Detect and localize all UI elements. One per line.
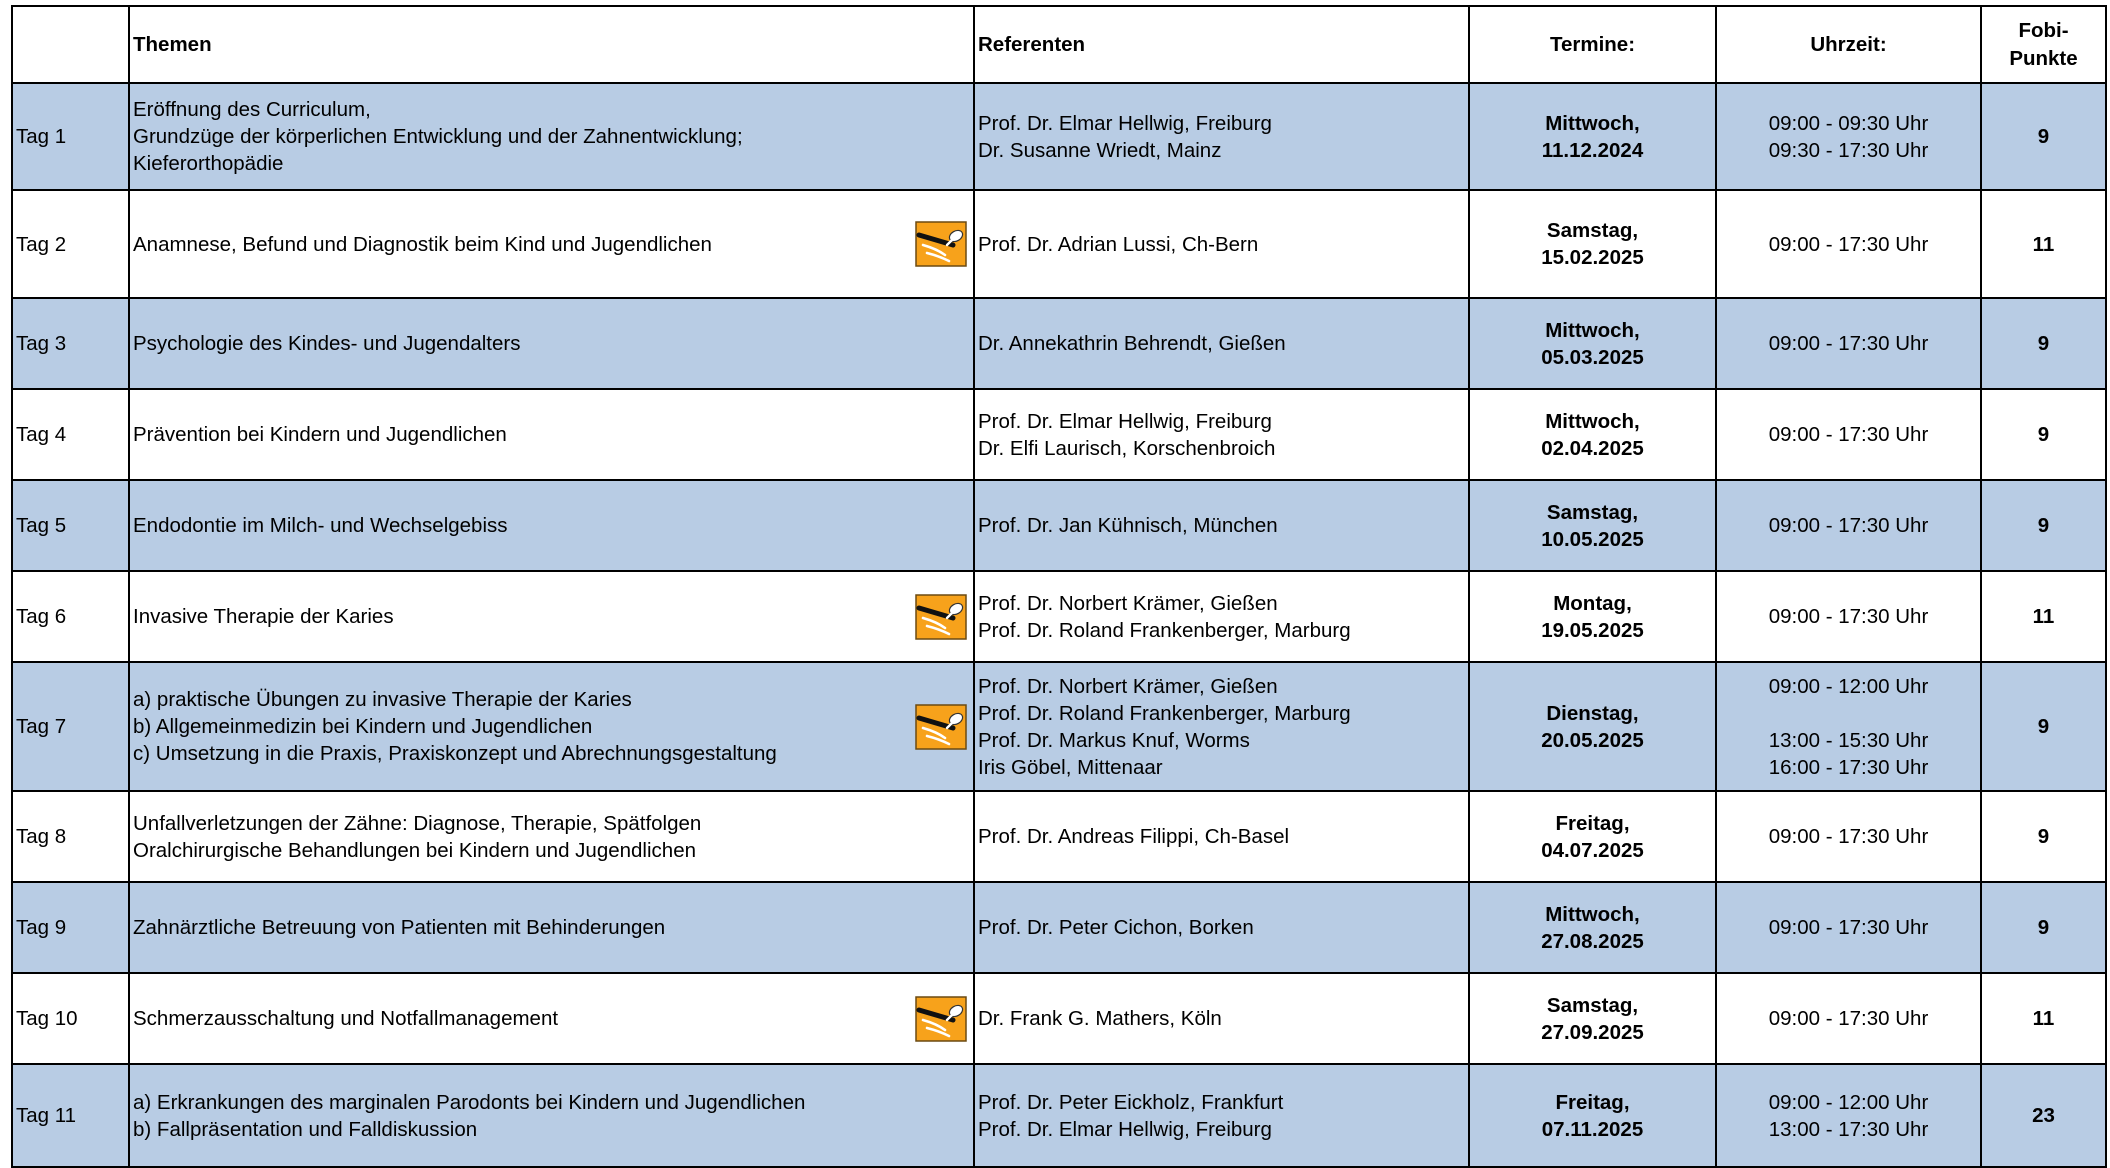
schedule-row <box>12 190 2106 298</box>
schedule-row <box>12 83 2106 190</box>
header-time: Uhrzeit: <box>1716 6 1981 83</box>
day-cell: Tag 4 <box>12 389 129 480</box>
points-cell: 9 <box>1981 298 2106 389</box>
speakers-cell: Prof. Dr. Norbert Krämer, Gießen Prof. Dr. Roland Frankenberger, Marburg Prof. Dr. Markus Knuf, Worms Iris Göbel, Mittenaar <box>974 662 1469 791</box>
schedule-row <box>12 662 2106 791</box>
curriculum-schedule-table <box>11 5 2107 1168</box>
speakers-cell: Prof. Dr. Jan Kühnisch, München <box>974 480 1469 571</box>
day-cell: Tag 9 <box>12 882 129 973</box>
speakers-cell: Prof. Dr. Elmar Hellwig, Freiburg Dr. Susanne Wriedt, Mainz <box>974 83 1469 190</box>
date-cell: Dienstag, 20.05.2025 <box>1469 662 1716 791</box>
schedule-row <box>12 791 2106 882</box>
topic-text: a) Erkrankungen des marginalen Parodonts bei Kindern und Jugendlichen b) Fallpräsentation und Falldiskussion <box>133 1090 806 1141</box>
speakers-cell: Prof. Dr. Peter Eickholz, Frankfurt Prof. Dr. Elmar Hellwig, Freiburg <box>974 1064 1469 1167</box>
schedule-row <box>12 389 2106 480</box>
date-cell: Freitag, 07.11.2025 <box>1469 1064 1716 1167</box>
topic-text: Anamnese, Befund und Diagnostik beim Kind und Jugendlichen <box>133 232 712 256</box>
schedule-row <box>12 480 2106 571</box>
speakers-cell: Prof. Dr. Adrian Lussi, Ch-Bern <box>974 190 1469 298</box>
speakers-cell: Dr. Annekathrin Behrendt, Gießen <box>974 298 1469 389</box>
time-cell: 09:00 - 17:30 Uhr <box>1716 298 1981 389</box>
header-topics: Themen <box>129 6 974 83</box>
header-row <box>12 6 2106 83</box>
schedule-row <box>12 571 2106 662</box>
schedule-row <box>12 973 2106 1064</box>
time-cell: 09:00 - 17:30 Uhr <box>1716 791 1981 882</box>
hands-on-workshop-icon <box>915 996 967 1042</box>
topic-text: Schmerzausschaltung und Notfallmanagement <box>133 1007 559 1030</box>
schedule-row <box>12 882 2106 973</box>
date-cell: Mittwoch, 05.03.2025 <box>1469 298 1716 389</box>
header-speakers: Referenten <box>974 6 1469 83</box>
hands-on-workshop-icon <box>915 704 967 750</box>
day-cell: Tag 8 <box>12 791 129 882</box>
topic-text: Prävention bei Kindern und Jugendlichen <box>133 423 507 446</box>
points-cell: 9 <box>1981 662 2106 791</box>
topic-cell <box>129 791 974 882</box>
topic-text: Eröffnung des Curriculum, Grundzüge der körperlichen Entwicklung und der Zahnentwicklung; Kieferorthopädie <box>133 98 743 175</box>
header-day-column <box>12 6 129 83</box>
speakers-cell: Dr. Frank G. Mathers, Köln <box>974 973 1469 1064</box>
topic-text: Psychologie des Kindes- und Jugendalters <box>133 332 521 355</box>
date-cell: Mittwoch, 27.08.2025 <box>1469 882 1716 973</box>
points-cell: 9 <box>1981 882 2106 973</box>
points-cell: 9 <box>1981 389 2106 480</box>
time-cell: 09:00 - 17:30 Uhr <box>1716 389 1981 480</box>
topic-cell <box>129 973 974 1064</box>
time-cell: 09:00 - 12:00 Uhr 13:00 - 17:30 Uhr <box>1716 1064 1981 1167</box>
day-cell: Tag 7 <box>12 662 129 791</box>
points-cell: 9 <box>1981 480 2106 571</box>
speakers-cell: Prof. Dr. Elmar Hellwig, Freiburg Dr. Elfi Laurisch, Korschenbroich <box>974 389 1469 480</box>
time-cell: 09:00 - 09:30 Uhr 09:30 - 17:30 Uhr <box>1716 83 1981 190</box>
topic-text: Unfallverletzungen der Zähne: Diagnose, Therapie, Spätfolgen Oralchirurgische Behandlungen bei Kindern und Jugendlichen <box>133 811 702 862</box>
topic-cell <box>129 882 974 973</box>
points-cell: 11 <box>1981 190 2106 298</box>
date-cell: Freitag, 04.07.2025 <box>1469 791 1716 882</box>
day-cell: Tag 1 <box>12 83 129 190</box>
topic-text: Zahnärztliche Betreuung von Patienten mit Behinderungen <box>133 916 666 939</box>
topic-cell <box>129 389 974 480</box>
points-cell: 11 <box>1981 571 2106 662</box>
date-cell: Samstag, 27.09.2025 <box>1469 973 1716 1064</box>
date-cell: Samstag, 15.02.2025 <box>1469 190 1716 298</box>
schedule-row <box>12 1064 2106 1167</box>
day-cell: Tag 3 <box>12 298 129 389</box>
speakers-cell: Prof. Dr. Peter Cichon, Borken <box>974 882 1469 973</box>
topic-cell <box>129 83 974 190</box>
topic-cell <box>129 298 974 389</box>
header-points: Fobi- Punkte <box>1981 6 2106 83</box>
points-cell: 9 <box>1981 83 2106 190</box>
date-cell: Montag, 19.05.2025 <box>1469 571 1716 662</box>
time-cell: 09:00 - 12:00 Uhr 13:00 - 15:30 Uhr 16:00 - 17:30 Uhr <box>1716 662 1981 791</box>
topic-text: Invasive Therapie der Karies <box>133 605 394 628</box>
topic-cell <box>129 571 974 662</box>
speakers-cell: Prof. Dr. Norbert Krämer, Gießen Prof. Dr. Roland Frankenberger, Marburg <box>974 571 1469 662</box>
header-dates: Termine: <box>1469 6 1716 83</box>
day-cell: Tag 2 <box>12 190 129 298</box>
schedule-row <box>12 298 2106 389</box>
time-cell: 09:00 - 17:30 Uhr <box>1716 882 1981 973</box>
speakers-cell: Prof. Dr. Andreas Filippi, Ch-Basel <box>974 791 1469 882</box>
topic-cell <box>129 190 974 298</box>
time-cell: 09:00 - 17:30 Uhr <box>1716 571 1981 662</box>
topic-text: Endodontie im Milch- und Wechselgebiss <box>133 514 508 537</box>
topic-cell <box>129 480 974 571</box>
date-cell: Mittwoch, 02.04.2025 <box>1469 389 1716 480</box>
hands-on-workshop-icon <box>915 594 967 640</box>
day-cell: Tag 10 <box>12 973 129 1064</box>
date-cell: Mittwoch, 11.12.2024 <box>1469 83 1716 190</box>
topic-cell <box>129 1064 974 1167</box>
points-cell: 11 <box>1981 973 2106 1064</box>
day-cell: Tag 6 <box>12 571 129 662</box>
time-cell: 09:00 - 17:30 Uhr <box>1716 190 1981 298</box>
day-cell: Tag 11 <box>12 1064 129 1167</box>
topic-text: a) praktische Übungen zu invasive Therapie der Karies b) Allgemeinmedizin bei Kindern und Jugendlichen c) Umsetzung in die Praxis, Praxiskonzept und Abrechnungsgestaltung <box>133 688 777 765</box>
points-cell: 9 <box>1981 791 2106 882</box>
hands-on-workshop-icon <box>915 221 967 267</box>
topic-cell <box>129 662 974 791</box>
time-cell: 09:00 - 17:30 Uhr <box>1716 480 1981 571</box>
time-cell: 09:00 - 17:30 Uhr <box>1716 973 1981 1064</box>
date-cell: Samstag, 10.05.2025 <box>1469 480 1716 571</box>
points-cell: 23 <box>1981 1064 2106 1167</box>
day-cell: Tag 5 <box>12 480 129 571</box>
